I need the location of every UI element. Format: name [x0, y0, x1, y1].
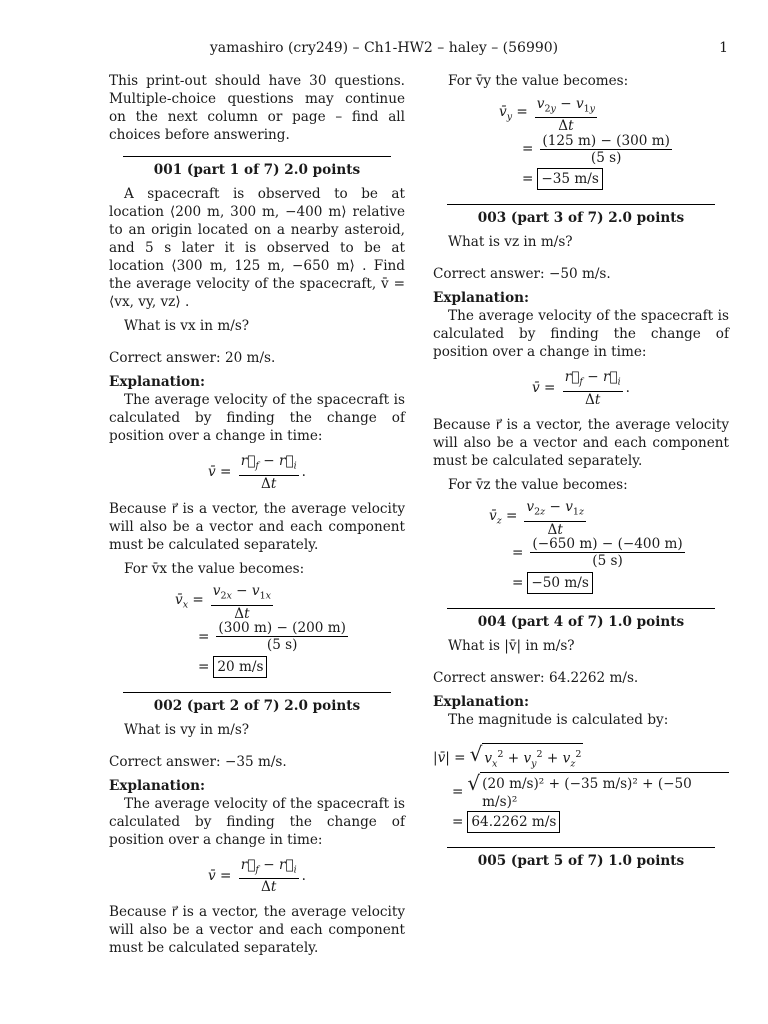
header-title: yamashiro (cry249) – Ch1-HW2 – haley – (56990) [209, 40, 559, 56]
explanation-text-001: The average velocity of the spacecraft is calculated by finding the change of position over a change in time: [109, 392, 405, 444]
vz-denominator: (5 s) [592, 553, 623, 570]
question-002: What is vy in m/s? [124, 721, 250, 738]
explanation-text-003: The average velocity of the spacecraft is calculated by finding the change of position over a change in time: [433, 308, 729, 360]
correct-answer-004: Correct answer: 64.2262 m/s. [433, 669, 639, 686]
avg-velocity-formula: v̄ = $\frac{r⃗_f - r⃗_i}{\Delta t}$ . [532, 369, 630, 408]
question-heading-003: 003 (part 3 of 7) 2.0 points [477, 210, 685, 226]
section-divider [123, 156, 391, 157]
right-column [433, 72, 729, 876]
explanation-component-003: For v̄z the value becomes: [448, 476, 628, 493]
section-divider [447, 204, 715, 205]
question-001: What is vx in m/s? [124, 318, 250, 334]
vx-denominator: (5 s) [266, 637, 298, 654]
explanation-component-002: For v̄y the value becomes: [448, 73, 629, 89]
vx-numerator: (300 m) − (200 m) [218, 620, 346, 637]
avg-velocity-formula: v̄ = $\frac{r⃗_f - r⃗_i}{\Delta t}$ . [208, 856, 306, 896]
correct-answer-002: Correct answer: −35 m/s. [109, 753, 287, 770]
vz-result: −50 m/s [527, 572, 592, 594]
explanation-title-003: Explanation: [433, 290, 530, 306]
explanation-vector-001: Because r⃗ is a vector, the average velocity will also be a vector and each component must be calculated separately. [109, 500, 405, 553]
question-004: What is |v̄| in m/s? [448, 637, 575, 654]
magnitude-result: 64.2262 m/s [467, 811, 560, 833]
vx-result: 20 m/s [213, 656, 267, 678]
explanation-vector-002: Because r⃗ is a vector, the average velocity will also be a vector and each component must be calculated separately. [109, 904, 405, 957]
section-divider [447, 847, 715, 848]
explanation-title-002: Explanation: [109, 777, 206, 794]
page-header [0, 40, 768, 62]
vy-numerator: (125 m) − (300 m) [542, 132, 670, 149]
magnitude-equation: |v̄| = √ $v_x^2 + v_y^2 + v_z^2$ = √ (20 m/s)² + (−35 m/s)² + (−50 m/s)² = 64.2262 m/s [433, 741, 729, 835]
section-divider [123, 692, 391, 693]
explanation-component-001: For v̄x the value becomes: [124, 560, 305, 577]
section-divider [447, 608, 715, 609]
page-number: 1 [719, 40, 728, 56]
problem-statement: A spacecraft is observed to be at location ⟨200 m, 300 m, −400 m⟩ relative to an origin located on a nearby asteroid, and 5 s later it is observed to be at location ⟨300 m, 125 m, −650 m⟩ . Find the average velocity of the spacecraft, v̄ = ⟨vx, vy, vz⟩ . [109, 186, 405, 310]
explanation-title-004: Explanation: [433, 693, 530, 710]
question-003: What is vz in m/s? [448, 234, 573, 250]
left-column [109, 72, 405, 957]
question-heading-001: 001 (part 1 of 7) 2.0 points [153, 162, 361, 178]
correct-answer-003: Correct answer: −50 m/s. [433, 266, 611, 282]
explanation-title-001: Explanation: [109, 374, 206, 390]
vz-numerator: (−650 m) − (−400 m) [532, 536, 683, 553]
correct-answer-001: Correct answer: 20 m/s. [109, 350, 276, 366]
question-heading-005: 005 (part 5 of 7) 1.0 points [477, 852, 685, 869]
vz-equation: $v̄_z$ = $\frac{v_{2z} - v_{1z}}{\Delta t}$ = $\frac{(-650 m) - (-400 m)}{(5 s)}$ = −50 m/s [489, 502, 729, 596]
explanation-text-002: The average velocity of the spacecraft is calculated by finding the change of position over a change in time: [109, 795, 405, 848]
vy-result: −35 m/s [537, 168, 602, 190]
intro-text: This print-out should have 30 questions. Multiple-choice questions may continue on the next column or page – find all choices before answering. [109, 73, 405, 143]
magnitude-expansion: (20 m/s)² + (−35 m/s)² + (−50 m/s)² [480, 772, 729, 811]
vy-denominator: (5 s) [590, 149, 622, 166]
avg-velocity-formula: v̄ = $\frac{r⃗_f - r⃗_i}{\Delta t}$ . [208, 453, 306, 492]
explanation-text-004: The magnitude is calculated by: [448, 711, 669, 728]
question-heading-002: 002 (part 2 of 7) 2.0 points [153, 697, 361, 714]
vx-equation: $v̄_x$ = $\frac{v_{2x} - v_{1x}}{\Delta t}$ = $\frac{(300 m) - (200 m)}{(5 s)}$ = 20 m/s [175, 586, 405, 680]
vy-equation: $v̄_y$ = $\frac{v_{2y} - v_{1y}}{\Delta t}$ = $\frac{(125 m) - (300 m)}{(5 s)}$ = −35 m/s [499, 98, 729, 192]
question-heading-004: 004 (part 4 of 7) 1.0 points [477, 613, 685, 630]
explanation-vector-003: Because r⃗ is a vector, the average velocity will also be a vector and each component must be calculated separately. [433, 416, 729, 469]
